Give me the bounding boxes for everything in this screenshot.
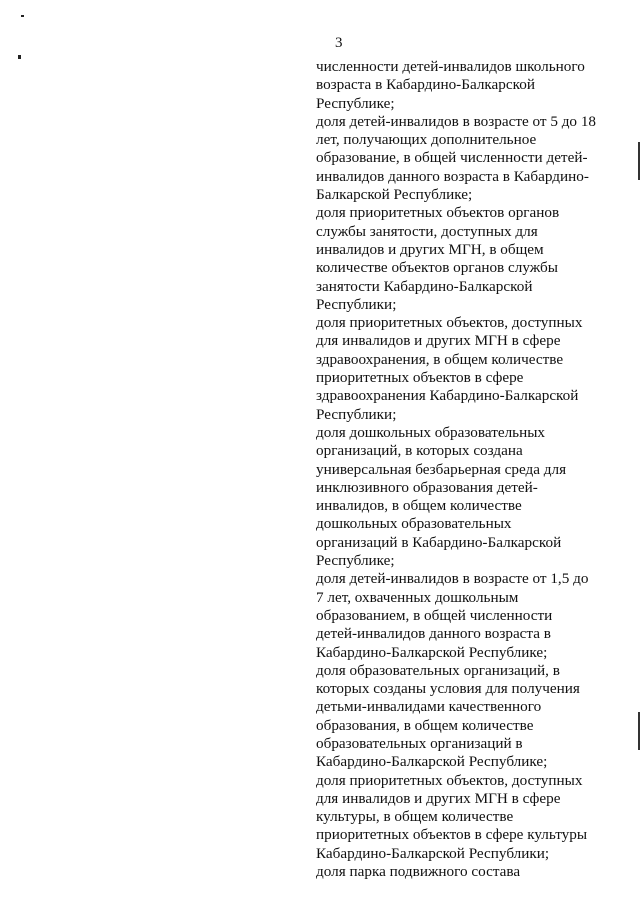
text-line: 7 лет, охваченных дошкольным <box>316 588 519 606</box>
text-line: дошкольных образовательных <box>316 515 512 533</box>
text-line: Кабардино-Балкарской Республике; <box>316 753 548 771</box>
paragraph <box>316 570 616 661</box>
text-line: для инвалидов и других МГН в сфере <box>316 332 561 350</box>
scan-mark-dot <box>18 55 21 59</box>
paragraph <box>316 314 616 424</box>
text-line: здравоохранения Кабардино-Балкарской <box>316 387 579 405</box>
text-line: доля приоритетных объектов органов <box>316 204 560 222</box>
text-line: Республики; <box>316 295 397 313</box>
paragraph <box>316 204 616 314</box>
scan-mark-top <box>21 15 24 17</box>
text-line: образованием, в общей численности <box>316 606 553 624</box>
text-line: возраста в Кабардино-Балкарской <box>316 76 535 94</box>
text-line: количестве объектов органов службы <box>316 259 558 277</box>
text-line: Республике; <box>316 94 395 112</box>
paragraph <box>316 863 616 881</box>
text-line: детьми-инвалидами качественного <box>316 698 542 716</box>
text-line: образовательных организаций в <box>316 734 523 752</box>
text-line: доля приоритетных объектов, доступных <box>316 314 583 332</box>
text-line: доля образовательных организаций, в <box>316 661 560 679</box>
text-line: лет, получающих дополнительное <box>316 131 537 149</box>
text-line: универсальная безбарьерная среда для <box>316 460 567 478</box>
text-line: культуры, в общем количестве <box>316 808 514 826</box>
text-line: Кабардино-Балкарской Республики; <box>316 844 550 862</box>
text-line: инвалидов и других МГН, в общем <box>316 240 544 258</box>
text-line: приоритетных объектов в сфере <box>316 369 524 387</box>
text-line: доля парка подвижного состава <box>316 863 521 881</box>
text-line: Кабардино-Балкарской Республике; <box>316 643 548 661</box>
text-line: организаций в Кабардино-Балкарской <box>316 533 562 551</box>
text-line: Республике; <box>316 552 395 570</box>
text-line: инклюзивного образования детей- <box>316 478 538 496</box>
paragraph <box>316 662 616 772</box>
paragraph <box>316 424 616 570</box>
text-line: детей-инвалидов данного возраста в <box>316 625 551 643</box>
text-line: доля детей-инвалидов в возрасте от 1,5 до <box>316 570 589 588</box>
text-line: Республики; <box>316 405 397 423</box>
text-line: доля дошкольных образовательных <box>316 423 546 441</box>
text-line: службы занятости, доступных для <box>316 222 538 240</box>
text-line: инвалидов, в общем количестве <box>316 497 522 515</box>
text-column <box>316 58 616 881</box>
page-number: 3 <box>335 35 343 51</box>
text-line: Балкарской Республике; <box>316 186 473 204</box>
text-line: образование, в общей численности детей- <box>316 149 588 167</box>
text-line: доля детей-инвалидов в возрасте от 5 до 18 <box>316 112 597 130</box>
text-line: доля приоритетных объектов, доступных <box>316 771 583 789</box>
text-line: для инвалидов и других МГН в сфере <box>316 789 561 807</box>
text-line: которых созданы условия для получения <box>316 680 580 698</box>
text-line: образования, в общем количестве <box>316 716 534 734</box>
paragraph <box>316 772 616 863</box>
text-line: численности детей-инвалидов школьного <box>316 58 585 75</box>
text-line: приоритетных объектов в сфере культуры <box>316 826 588 844</box>
paragraph <box>316 58 616 113</box>
paragraph <box>316 113 616 204</box>
text-line: инвалидов данного возраста в Кабардино- <box>316 167 589 185</box>
text-line: организаций, в которых создана <box>316 442 523 460</box>
text-line: занятости Кабардино-Балкарской <box>316 277 533 295</box>
text-line: здравоохранения, в общем количестве <box>316 350 564 368</box>
